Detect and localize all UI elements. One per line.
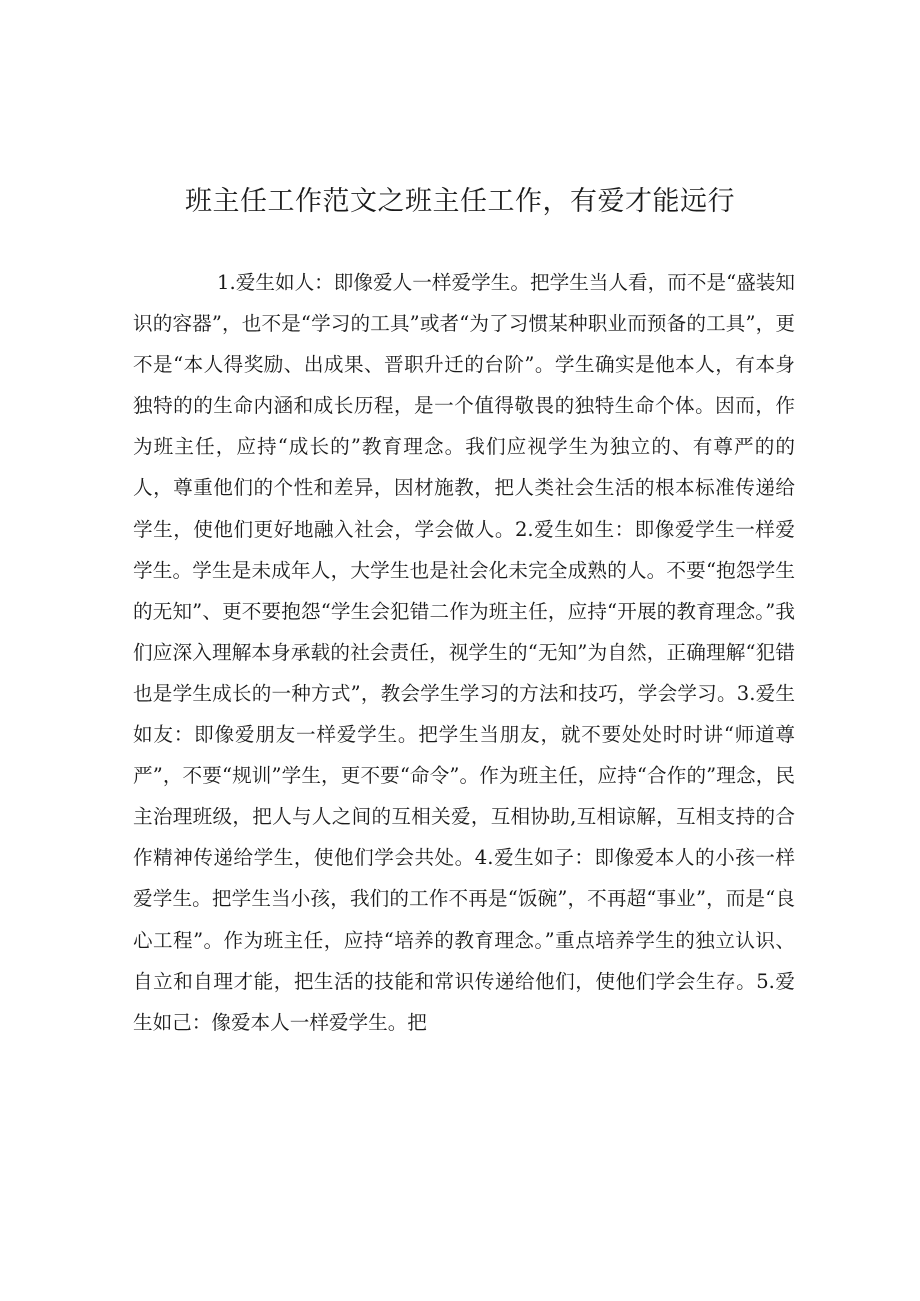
document-title: 班主任工作范文之班主任工作，有爱才能远行	[185, 186, 735, 217]
body-paragraph: 1.爱生如人：即像爱人一样爱学生。把学生当人看，而不是“盛装知识的容器”，也不是“学习的工具”或者“为了习惯某种职业而预备的工具”，更不是“本人得奖励、出成果、晋职升迁的台阶”。学生确实是他本人，有本身独特的的生命内涵和成长历程，是一个值得敬畏的独特生命个体。因而，作为班主任，应持“成长的”教育理念。我们应视学生为独立的、有尊严的的人，尊重他们的个性和差异，因材施教，把人类社会生活的根本标准传递给学生，使他们更好地融入社会，学会做人。2.爱生如生：即像爱学生一样爱学生。学生是未成年人，大学生也是社会化未完全成熟的人。不要“抱怨学生的无知”、更不要抱怨“学生会犯错二作为班主任，应持“开展的教育理念。”我们应深入理解本身承载的社会责任，视学生的“无知”为自然，正确理解“犯错也是学生成长的一种方式”，教会学生学习的方法和技巧，学会学习。3.爱生如友：即像爱朋友一样爱学生。把学生当朋友，就不要处处时时讲“师道尊严”，不要“规训”学生，更不要“命令”。作为班主任，应持“合作的”理念，民主治理班级，把人与人之间的互相关爱，互相协助,互相谅解，互相支持的合作精神传递给学生，使他们学会共处。4.爱生如子：即像爱本人的小孩一样爱学生。把学生当小孩，我们的工作不再是“饭碗”，不再超“事业”，而是“良心工程”。作为班主任，应持“培养的教育理念。”重点培养学生的独立认识、自立和自理才能，把生活的技能和常识传递给他们，使他们学会生存。5.爱生如己：像爱本人一样爱学生。把	[133, 271, 795, 1034]
